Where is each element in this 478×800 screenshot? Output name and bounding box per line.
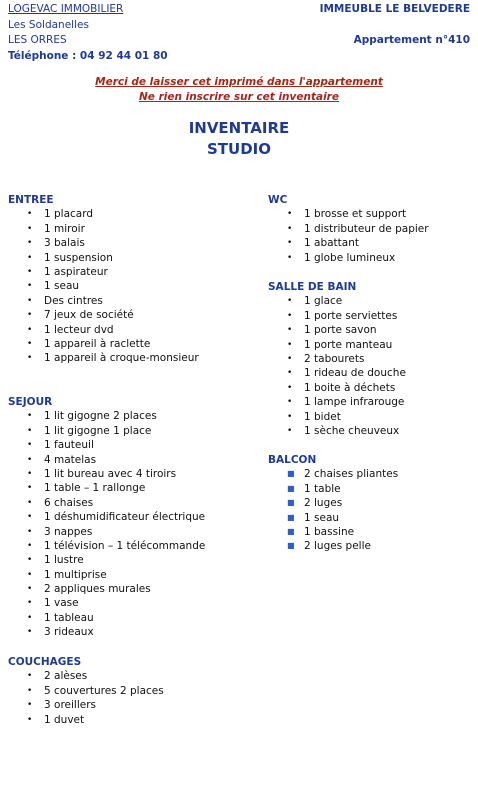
bullet-icon: • [27,310,33,321]
list-item [268,539,398,553]
list-item [8,467,205,481]
list-item [8,496,205,510]
list-item [268,424,406,438]
section-title-couchages: COUCHAGES [8,656,82,668]
list-item [8,236,199,250]
bullet-icon: • [287,238,293,249]
bullet-icon: • [287,209,293,220]
header-spacer [320,18,470,34]
title-studio: STUDIO [207,140,271,158]
list-item [8,539,205,553]
list-balcon [268,467,398,553]
list-item [8,438,205,452]
apartment-number: Appartement n°410 [353,34,470,46]
list-item [268,207,429,221]
agency-residence: Les Soldanelles [8,18,89,31]
item-text: 1 boite à déchets [304,381,396,394]
list-item [268,338,406,352]
item-text: 4 matelas [44,453,97,466]
bullet-icon: • [27,526,33,537]
notice-line-2: Ne rien inscrire sur cet inventaire [139,91,339,103]
list-item [268,352,406,366]
item-text: 2 luges pelle [304,540,371,553]
list-item [8,510,205,524]
section-wc [268,193,429,265]
list-item [8,611,205,625]
list-item [268,511,398,525]
section-couchages [8,655,164,727]
list-sejour [8,409,205,639]
list-item [8,308,199,322]
list-item [8,669,164,683]
item-text: 1 suspension [44,251,113,264]
title-inventaire: INVENTAIRE [188,119,290,137]
list-item [8,337,199,351]
item-text: 1 porte manteau [304,338,393,351]
list-item [8,279,199,293]
list-item [8,713,164,727]
item-text: 1 glace [304,295,343,308]
square-bullet-icon: ■ [287,483,295,493]
list-item [268,236,429,250]
item-text: 2 alèses [44,670,88,683]
item-text: 1 duvet [44,713,85,726]
section-salle-de-bain [268,280,406,438]
item-text: 1 lecteur dvd [44,323,114,336]
bullet-icon: • [27,700,33,711]
section-balcon [268,453,398,554]
bullet-icon: • [287,310,293,321]
list-couchages [8,669,164,727]
section-sejour [8,395,205,640]
bullet-icon: • [27,238,33,249]
section-title-wc: WC [268,194,288,206]
list-item [8,568,205,582]
bullet-icon: • [27,468,33,479]
item-text: 1 bidet [304,410,341,423]
item-text: 1 lustre [44,554,84,567]
page-title [0,118,478,160]
item-text: 2 luges [304,497,343,510]
list-item [8,553,205,567]
item-text: 1 appareil à raclette [44,337,151,350]
item-text: 1 porte savon [304,324,377,337]
item-text: 1 lit bureau avec 4 tiroirs [44,467,177,480]
item-text: 1 multiprise [44,568,107,581]
agency-phone: Téléphone : 04 92 44 01 80 [8,49,168,62]
agency-town: LES ORRES [8,34,67,46]
building-name: IMMEUBLE LE BELVEDERE [319,3,470,15]
list-item [268,395,406,409]
notice-line-1: Merci de laisser cet imprimé dans l'appartement [95,76,383,88]
list-item [8,222,199,236]
list-item [8,207,199,221]
bullet-icon: • [287,252,293,263]
bullet-icon: • [27,512,33,523]
item-text: 7 jeux de société [44,309,134,322]
item-text: 1 rideau de douche [304,367,406,380]
item-text: 3 balais [44,237,85,250]
agency-name: LOGEVAC IMMOBILIER [8,3,124,15]
item-text: 1 seau [44,280,80,293]
bullet-icon: • [27,540,33,551]
list-item [8,582,205,596]
item-text: 1 globe lumineux [304,251,396,264]
bullet-icon: • [27,483,33,494]
item-text: 1 seau [304,511,340,524]
bullet-icon: • [27,281,33,292]
item-text: 2 tabourets [304,352,365,365]
item-text: 1 porte serviettes [304,309,398,322]
list-item [8,351,199,365]
bullet-icon: • [287,425,293,436]
notice-block [0,75,478,105]
list-item [268,381,406,395]
bullet-icon: • [27,612,33,623]
item-text: 1 placard [44,208,94,221]
list-item [8,424,205,438]
bullet-icon: • [27,555,33,566]
item-text: 1 table [304,482,341,495]
list-item [8,251,199,265]
bullet-icon: • [27,266,33,277]
item-text: 2 chaises pliantes [304,468,399,481]
list-item [8,409,205,423]
list-item [8,684,164,698]
list-item [8,294,199,308]
list-item [268,482,398,496]
bullet-icon: • [287,382,293,393]
list-item [268,323,406,337]
item-text: Des cintres [44,294,103,307]
list-item [8,525,205,539]
bullet-icon: • [27,671,33,682]
item-text: 1 télévision – 1 télécommande [44,539,206,552]
list-salle-de-bain [268,294,406,438]
square-bullet-icon: ■ [287,526,295,536]
bullet-icon: • [287,368,293,379]
item-text: 1 tableau [44,611,94,624]
bullet-icon: • [27,714,33,725]
list-item [268,222,429,236]
item-text: 5 couvertures 2 places [44,684,164,697]
list-item [8,265,199,279]
list-item [8,323,199,337]
item-text: 1 lampe infrarouge [304,396,405,409]
building-block [320,2,470,49]
list-item [268,366,406,380]
section-title-salle-de-bain: SALLE DE BAIN [268,281,357,293]
list-wc [268,207,429,265]
bullet-icon: • [27,353,33,364]
list-item [268,309,406,323]
bullet-icon: • [27,338,33,349]
list-item [268,525,398,539]
section-entree [8,193,199,366]
list-item [8,453,205,467]
bullet-icon: • [287,339,293,350]
bullet-icon: • [287,353,293,364]
list-item [268,467,398,481]
list-item [8,596,205,610]
item-text: 1 fauteuil [44,439,94,452]
item-text: 1 lit gigogne 1 place [44,424,152,437]
bullet-icon: • [27,685,33,696]
list-entree [8,207,199,365]
item-text: 1 aspirateur [44,265,108,278]
bullet-icon: • [287,296,293,307]
item-text: 3 nappes [44,525,93,538]
list-item [268,410,406,424]
item-text: 1 appareil à croque-monsieur [44,352,199,365]
section-title-entree: ENTREE [8,194,54,206]
list-item [268,251,429,265]
list-item [8,698,164,712]
item-text: 1 sèche cheuveux [304,424,400,437]
bullet-icon: • [27,598,33,609]
item-text: 3 oreillers [44,699,96,712]
bullet-icon: • [27,411,33,422]
list-item [8,481,205,495]
item-text: 1 miroir [44,222,85,235]
list-item [8,625,205,639]
item-text: 1 déshumidificateur électrique [44,511,206,524]
item-text: 3 rideaux [44,626,94,639]
bullet-icon: • [287,325,293,336]
list-item [268,294,406,308]
item-text: 1 abattant [304,237,359,250]
bullet-icon: • [27,440,33,451]
bullet-icon: • [27,425,33,436]
square-bullet-icon: ■ [287,541,295,551]
item-text: 1 bassine [304,525,355,538]
item-text: 6 chaises [44,496,94,509]
list-item [268,496,398,510]
section-title-balcon: BALCON [268,454,317,466]
bullet-icon: • [287,223,293,234]
square-bullet-icon: ■ [287,512,295,522]
bullet-icon: • [27,584,33,595]
bullet-icon: • [27,223,33,234]
item-text: 1 brosse et support [304,208,407,221]
item-text: 1 distributeur de papier [304,222,429,235]
bullet-icon: • [27,569,33,580]
item-text: 1 lit gigogne 2 places [44,410,157,423]
bullet-icon: • [27,497,33,508]
section-title-sejour: SEJOUR [8,396,53,408]
item-text: 1 table – 1 rallonge [44,482,146,495]
bullet-icon: • [27,252,33,263]
square-bullet-icon: ■ [287,469,295,479]
bullet-icon: • [27,627,33,638]
bullet-icon: • [27,295,33,306]
item-text: 2 appliques murales [44,583,151,596]
square-bullet-icon: ■ [287,498,295,508]
bullet-icon: • [27,454,33,465]
bullet-icon: • [287,397,293,408]
bullet-icon: • [27,209,33,220]
bullet-icon: • [27,324,33,335]
agency-block [8,2,168,64]
item-text: 1 vase [44,597,79,610]
bullet-icon: • [287,411,293,422]
